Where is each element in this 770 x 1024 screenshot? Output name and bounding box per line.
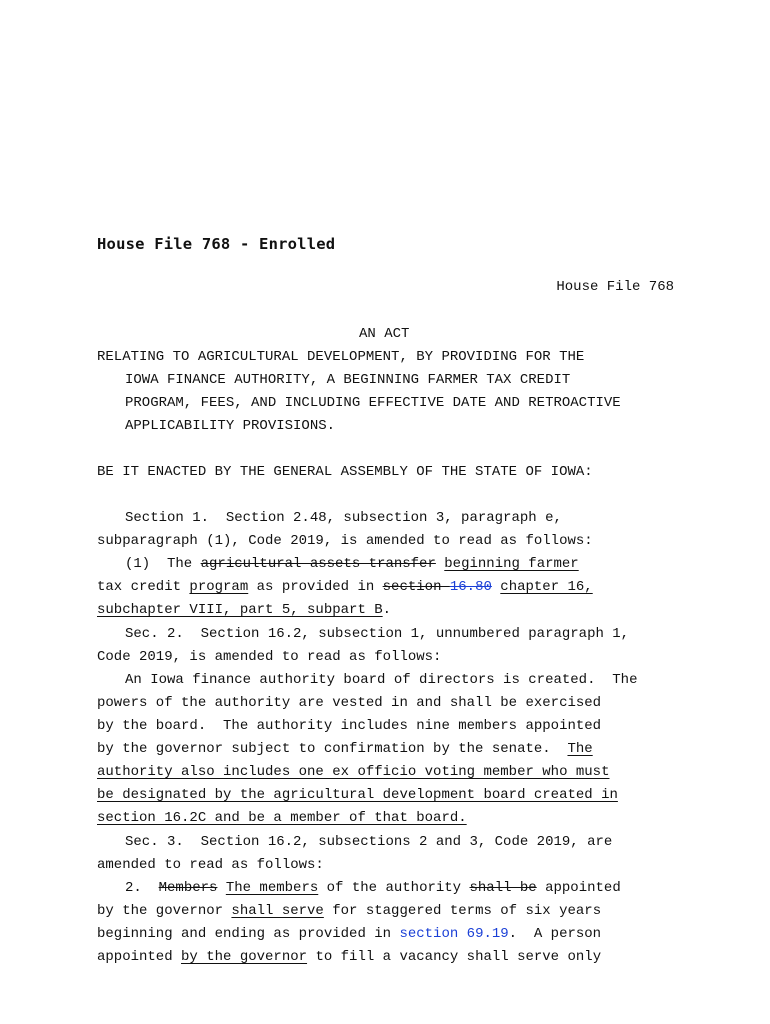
plain-text bbox=[217, 880, 225, 896]
struck-text: Members bbox=[158, 880, 218, 896]
section-3-amended-line bbox=[97, 902, 601, 920]
struck-text: section bbox=[382, 579, 450, 595]
act-heading: AN ACT bbox=[359, 326, 410, 342]
section-2-line: powers of the authority are vested in and shall be exercised bbox=[97, 695, 602, 711]
plain-text: as provided in bbox=[248, 579, 383, 595]
section-3-line: Sec. 3. Section 16.2, subsections 2 and 3, Code 2019, are bbox=[125, 834, 613, 850]
plain-text: 2. bbox=[125, 880, 159, 896]
section-3-amended-line bbox=[125, 879, 621, 897]
inserted-text: The bbox=[567, 741, 593, 757]
enacting-clause: BE IT ENACTED BY THE GENERAL ASSEMBLY OF THE STATE OF IOWA: bbox=[97, 464, 593, 480]
inserted-text: program bbox=[189, 579, 249, 595]
inserted-text: shall serve bbox=[231, 903, 324, 919]
act-title-line: APPLICABILITY PROVISIONS. bbox=[125, 418, 336, 434]
inserted-text: chapter 16, bbox=[500, 579, 593, 595]
section-1-line: Section 1. Section 2.48, subsection 3, paragraph e, bbox=[125, 510, 562, 526]
plain-text: by the governor bbox=[97, 903, 232, 919]
section-2-line: by the board. The authority includes nine members appointed bbox=[97, 718, 602, 734]
plain-text: for staggered terms of six years bbox=[323, 903, 602, 919]
section-3-amended-line bbox=[97, 948, 601, 966]
act-title-line: PROGRAM, FEES, AND INCLUDING EFFECTIVE DATE AND RETROACTIVE bbox=[125, 395, 621, 411]
section-3-line: amended to read as follows: bbox=[97, 857, 324, 873]
section-2-line bbox=[97, 740, 593, 758]
plain-text: of the authority bbox=[318, 880, 470, 896]
plain-text: by the governor subject to confirmation by the senate. bbox=[97, 741, 568, 757]
inserted-text: authority also includes one ex officio voting member who must bbox=[97, 764, 610, 780]
plain-text: appointed bbox=[97, 949, 182, 965]
plain-text: tax credit bbox=[97, 579, 190, 595]
act-title-line: IOWA FINANCE AUTHORITY, A BEGINNING FARMER TAX CREDIT bbox=[125, 372, 571, 388]
section-2-line bbox=[97, 809, 467, 827]
plain-text: beginning and ending as provided in bbox=[97, 926, 400, 942]
section-2-line bbox=[97, 763, 609, 781]
struck-section-link[interactable]: 16.80 bbox=[449, 579, 492, 595]
inserted-text: beginning farmer bbox=[444, 556, 579, 572]
inserted-text: be designated by the agricultural development board created in bbox=[97, 787, 618, 803]
section-1-amended-line bbox=[97, 578, 593, 596]
section-2-line bbox=[97, 786, 618, 804]
act-title-line: RELATING TO AGRICULTURAL DEVELOPMENT, BY PROVIDING FOR THE bbox=[97, 349, 585, 365]
plain-text: to fill a vacancy shall serve only bbox=[307, 949, 602, 965]
inserted-text: by the governor bbox=[181, 949, 308, 965]
file-number-label: House File 768 bbox=[556, 279, 674, 295]
inserted-text: The members bbox=[225, 880, 319, 896]
document-title: House File 768 - Enrolled bbox=[97, 235, 336, 253]
inserted-text: section 16.2C and be a member of that board. bbox=[97, 810, 467, 826]
section-3-amended-line bbox=[97, 925, 601, 943]
plain-text: . A person bbox=[508, 926, 602, 942]
section-1-line: subparagraph (1), Code 2019, is amended to read as follows: bbox=[97, 533, 593, 549]
section-2-line: An Iowa finance authority board of directors is created. The bbox=[125, 672, 638, 688]
plain-text: . bbox=[382, 602, 392, 618]
section-1-amended-line bbox=[97, 601, 391, 619]
struck-text: shall be bbox=[469, 880, 537, 896]
inserted-text: subchapter VIII, part 5, subpart B bbox=[97, 602, 383, 618]
section-link[interactable]: section 69.19 bbox=[399, 926, 509, 942]
struck-text: agricultural assets transfer bbox=[200, 556, 436, 572]
section-2-line: Code 2019, is amended to read as follows: bbox=[97, 649, 442, 665]
section-2-line: Sec. 2. Section 16.2, subsection 1, unnumbered paragraph 1, bbox=[125, 626, 630, 642]
section-1-amended-line bbox=[125, 555, 579, 573]
plain-text: (1) The bbox=[125, 556, 201, 572]
plain-text: appointed bbox=[536, 880, 621, 896]
